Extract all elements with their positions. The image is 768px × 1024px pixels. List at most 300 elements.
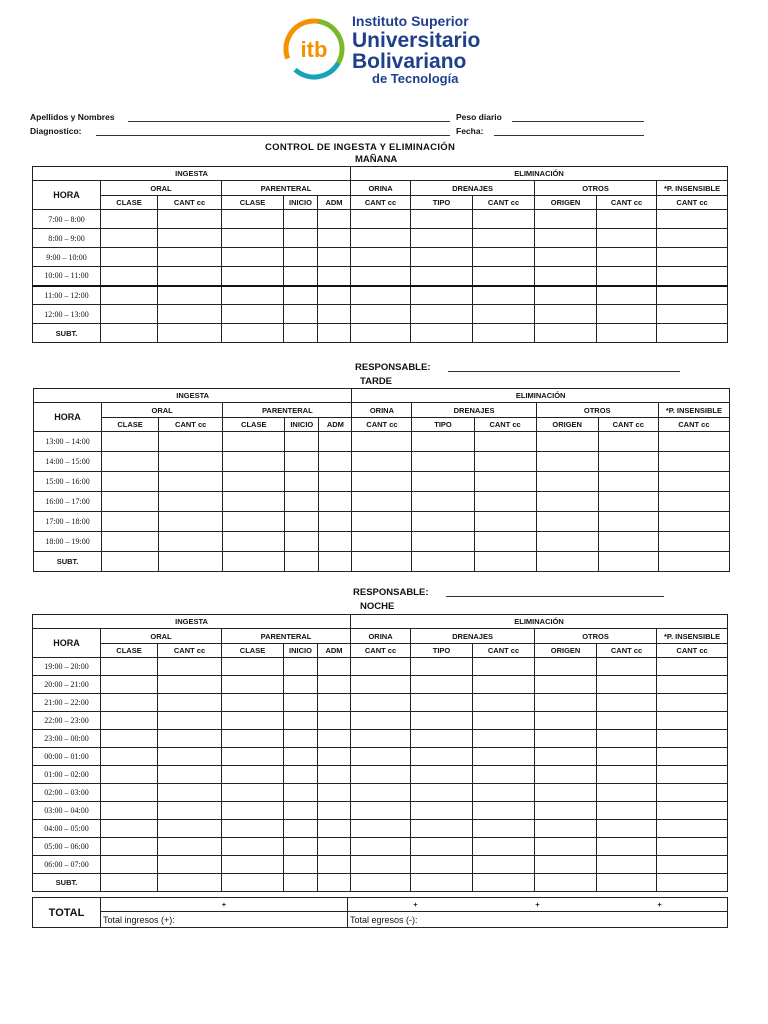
data-cell[interactable] [351,856,411,874]
data-cell[interactable] [102,432,159,452]
subtotal-cell[interactable] [473,874,535,892]
data-cell[interactable] [284,694,318,712]
data-cell[interactable] [473,802,535,820]
subtotal-cell[interactable] [351,324,411,343]
data-cell[interactable] [535,748,597,766]
data-cell[interactable] [597,748,657,766]
data-cell[interactable] [101,820,158,838]
data-cell[interactable] [102,532,159,552]
subtotal-cell[interactable] [101,324,158,343]
data-cell[interactable] [597,730,657,748]
data-cell[interactable] [411,784,473,802]
data-cell[interactable] [351,694,411,712]
subtotal-cell[interactable] [597,324,657,343]
data-cell[interactable] [101,856,158,874]
data-cell[interactable] [352,472,412,492]
data-cell[interactable] [473,676,535,694]
data-cell[interactable] [411,248,473,267]
data-cell[interactable] [535,267,597,286]
data-cell[interactable] [222,766,284,784]
data-cell[interactable] [474,452,536,472]
data-cell[interactable] [473,286,535,305]
data-cell[interactable] [411,712,473,730]
data-cell[interactable] [598,472,658,492]
data-cell[interactable] [158,820,222,838]
data-cell[interactable] [222,676,284,694]
data-cell[interactable] [158,286,222,305]
subtotal-cell[interactable] [158,874,222,892]
data-cell[interactable] [285,432,319,452]
data-cell[interactable] [284,766,318,784]
data-cell[interactable] [318,784,351,802]
data-cell[interactable] [598,452,658,472]
data-cell[interactable] [473,694,535,712]
data-cell[interactable] [536,492,598,512]
data-cell[interactable] [657,784,728,802]
data-cell[interactable] [412,452,474,472]
data-cell[interactable] [535,229,597,248]
data-cell[interactable] [158,766,222,784]
data-cell[interactable] [658,532,729,552]
data-cell[interactable] [474,472,536,492]
data-cell[interactable] [411,210,473,229]
data-cell[interactable] [535,802,597,820]
data-cell[interactable] [101,802,158,820]
data-cell[interactable] [284,712,318,730]
data-cell[interactable] [284,748,318,766]
data-cell[interactable] [411,730,473,748]
data-cell[interactable] [412,432,474,452]
data-cell[interactable] [474,492,536,512]
weight-field[interactable] [512,121,644,122]
data-cell[interactable] [657,694,728,712]
data-cell[interactable] [159,532,223,552]
data-cell[interactable] [411,229,473,248]
data-cell[interactable] [102,452,159,472]
data-cell[interactable] [411,267,473,286]
subtotal-cell[interactable] [598,552,658,572]
data-cell[interactable] [101,210,158,229]
subtotal-cell[interactable] [284,874,318,892]
data-cell[interactable] [657,838,728,856]
data-cell[interactable] [658,492,729,512]
data-cell[interactable] [411,856,473,874]
data-cell[interactable] [658,472,729,492]
data-cell[interactable] [159,492,223,512]
subtotal-cell[interactable] [319,552,352,572]
name-field[interactable] [128,121,450,122]
data-cell[interactable] [352,452,412,472]
data-cell[interactable] [222,712,284,730]
data-cell[interactable] [658,512,729,532]
data-cell[interactable] [318,658,351,676]
data-cell[interactable] [101,305,158,324]
data-cell[interactable] [159,472,223,492]
data-cell[interactable] [411,838,473,856]
data-cell[interactable] [101,838,158,856]
data-cell[interactable] [318,712,351,730]
data-cell[interactable] [657,856,728,874]
data-cell[interactable] [657,820,728,838]
data-cell[interactable] [597,267,657,286]
data-cell[interactable] [536,432,598,452]
subtotal-cell[interactable] [411,874,473,892]
subtotal-cell[interactable] [159,552,223,572]
data-cell[interactable] [223,512,285,532]
data-cell[interactable] [535,658,597,676]
data-cell[interactable] [351,286,411,305]
data-cell[interactable] [351,784,411,802]
data-cell[interactable] [411,694,473,712]
data-cell[interactable] [351,712,411,730]
data-cell[interactable] [597,658,657,676]
data-cell[interactable] [535,856,597,874]
data-cell[interactable] [411,286,473,305]
data-cell[interactable] [101,712,158,730]
data-cell[interactable] [158,248,222,267]
data-cell[interactable] [284,856,318,874]
data-cell[interactable] [657,658,728,676]
data-cell[interactable] [222,802,284,820]
data-cell[interactable] [351,820,411,838]
data-cell[interactable] [597,712,657,730]
data-cell[interactable] [222,267,284,286]
data-cell[interactable] [158,210,222,229]
data-cell[interactable] [351,766,411,784]
data-cell[interactable] [222,229,284,248]
subtotal-cell[interactable] [352,552,412,572]
responsable-field-morning[interactable] [448,371,680,372]
subtotal-cell[interactable] [222,324,284,343]
subtotal-cell[interactable] [101,874,158,892]
subtotal-cell[interactable] [318,874,351,892]
data-cell[interactable] [473,784,535,802]
data-cell[interactable] [597,766,657,784]
data-cell[interactable] [536,452,598,472]
data-cell[interactable] [597,856,657,874]
data-cell[interactable] [597,229,657,248]
data-cell[interactable] [536,472,598,492]
data-cell[interactable] [535,784,597,802]
data-cell[interactable] [352,432,412,452]
data-cell[interactable] [351,248,411,267]
total-egresos[interactable]: Total egresos (-): [348,912,728,928]
data-cell[interactable] [284,676,318,694]
data-cell[interactable] [101,658,158,676]
data-cell[interactable] [474,432,536,452]
data-cell[interactable] [101,730,158,748]
data-cell[interactable] [473,748,535,766]
data-cell[interactable] [101,229,158,248]
data-cell[interactable] [597,784,657,802]
data-cell[interactable] [535,248,597,267]
data-cell[interactable] [318,267,351,286]
data-cell[interactable] [351,676,411,694]
subtotal-cell[interactable] [158,324,222,343]
data-cell[interactable] [319,532,352,552]
data-cell[interactable] [318,229,351,248]
data-cell[interactable] [411,305,473,324]
data-cell[interactable] [657,248,728,267]
data-cell[interactable] [535,730,597,748]
data-cell[interactable] [536,512,598,532]
data-cell[interactable] [318,766,351,784]
data-cell[interactable] [473,730,535,748]
subtotal-cell[interactable] [657,874,728,892]
data-cell[interactable] [352,512,412,532]
data-cell[interactable] [657,305,728,324]
data-cell[interactable] [535,676,597,694]
data-cell[interactable] [318,248,351,267]
data-cell[interactable] [657,267,728,286]
data-cell[interactable] [597,210,657,229]
data-cell[interactable] [222,210,284,229]
data-cell[interactable] [411,802,473,820]
data-cell[interactable] [597,286,657,305]
subtotal-cell[interactable] [597,874,657,892]
diagnosis-field[interactable] [96,135,450,136]
data-cell[interactable] [284,267,318,286]
data-cell[interactable] [102,472,159,492]
data-cell[interactable] [351,229,411,248]
data-cell[interactable] [319,512,352,532]
data-cell[interactable] [535,838,597,856]
data-cell[interactable] [473,766,535,784]
data-cell[interactable] [597,305,657,324]
data-cell[interactable] [158,784,222,802]
data-cell[interactable] [597,838,657,856]
data-cell[interactable] [411,748,473,766]
subtotal-cell[interactable] [535,874,597,892]
subtotal-cell[interactable] [536,552,598,572]
data-cell[interactable] [473,267,535,286]
data-cell[interactable] [318,210,351,229]
data-cell[interactable] [159,452,223,472]
data-cell[interactable] [412,472,474,492]
data-cell[interactable] [351,305,411,324]
total-ingresos[interactable]: Total ingresos (+): [101,912,348,928]
data-cell[interactable] [412,532,474,552]
subtotal-cell[interactable] [223,552,285,572]
data-cell[interactable] [535,210,597,229]
data-cell[interactable] [223,492,285,512]
data-cell[interactable] [101,248,158,267]
data-cell[interactable] [535,305,597,324]
data-cell[interactable] [222,784,284,802]
data-cell[interactable] [657,676,728,694]
data-cell[interactable] [222,248,284,267]
data-cell[interactable] [222,694,284,712]
data-cell[interactable] [473,838,535,856]
data-cell[interactable] [101,748,158,766]
data-cell[interactable] [473,856,535,874]
subtotal-cell[interactable] [473,324,535,343]
data-cell[interactable] [284,784,318,802]
data-cell[interactable] [536,532,598,552]
data-cell[interactable] [657,802,728,820]
data-cell[interactable] [657,748,728,766]
subtotal-cell[interactable] [222,874,284,892]
data-cell[interactable] [223,472,285,492]
subtotal-cell[interactable] [474,552,536,572]
data-cell[interactable] [159,432,223,452]
data-cell[interactable] [223,532,285,552]
data-cell[interactable] [158,856,222,874]
data-cell[interactable] [351,838,411,856]
data-cell[interactable] [318,730,351,748]
data-cell[interactable] [284,820,318,838]
data-cell[interactable] [473,820,535,838]
data-cell[interactable] [223,432,285,452]
data-cell[interactable] [535,694,597,712]
subtotal-cell[interactable] [535,324,597,343]
data-cell[interactable] [319,432,352,452]
data-cell[interactable] [318,802,351,820]
data-cell[interactable] [658,432,729,452]
data-cell[interactable] [285,492,319,512]
data-cell[interactable] [597,820,657,838]
data-cell[interactable] [473,305,535,324]
data-cell[interactable] [285,452,319,472]
subtotal-cell[interactable] [351,874,411,892]
data-cell[interactable] [411,676,473,694]
date-field[interactable] [494,135,644,136]
data-cell[interactable] [222,838,284,856]
data-cell[interactable] [598,492,658,512]
data-cell[interactable] [284,210,318,229]
data-cell[interactable] [598,432,658,452]
data-cell[interactable] [352,492,412,512]
data-cell[interactable] [222,748,284,766]
data-cell[interactable] [222,856,284,874]
data-cell[interactable] [158,730,222,748]
data-cell[interactable] [284,658,318,676]
data-cell[interactable] [411,766,473,784]
data-cell[interactable] [284,305,318,324]
data-cell[interactable] [411,658,473,676]
data-cell[interactable] [351,658,411,676]
data-cell[interactable] [657,730,728,748]
data-cell[interactable] [158,229,222,248]
subtotal-cell[interactable] [285,552,319,572]
data-cell[interactable] [158,676,222,694]
subtotal-cell[interactable] [412,552,474,572]
data-cell[interactable] [222,820,284,838]
subtotal-cell[interactable] [102,552,159,572]
data-cell[interactable] [412,492,474,512]
data-cell[interactable] [284,802,318,820]
data-cell[interactable] [351,730,411,748]
data-cell[interactable] [597,694,657,712]
data-cell[interactable] [351,210,411,229]
data-cell[interactable] [318,694,351,712]
subtotal-cell[interactable] [657,324,728,343]
data-cell[interactable] [318,305,351,324]
data-cell[interactable] [657,210,728,229]
data-cell[interactable] [351,748,411,766]
data-cell[interactable] [657,712,728,730]
data-cell[interactable] [101,784,158,802]
data-cell[interactable] [284,838,318,856]
data-cell[interactable] [657,766,728,784]
data-cell[interactable] [535,712,597,730]
data-cell[interactable] [101,694,158,712]
data-cell[interactable] [535,820,597,838]
data-cell[interactable] [285,472,319,492]
data-cell[interactable] [535,286,597,305]
data-cell[interactable] [598,512,658,532]
data-cell[interactable] [101,676,158,694]
data-cell[interactable] [285,532,319,552]
data-cell[interactable] [535,766,597,784]
data-cell[interactable] [222,305,284,324]
data-cell[interactable] [319,492,352,512]
data-cell[interactable] [284,248,318,267]
data-cell[interactable] [158,267,222,286]
data-cell[interactable] [101,766,158,784]
data-cell[interactable] [318,820,351,838]
data-cell[interactable] [222,730,284,748]
data-cell[interactable] [319,472,352,492]
data-cell[interactable] [657,286,728,305]
data-cell[interactable] [318,748,351,766]
data-cell[interactable] [351,802,411,820]
data-cell[interactable] [473,229,535,248]
data-cell[interactable] [318,676,351,694]
data-cell[interactable] [158,748,222,766]
data-cell[interactable] [284,730,318,748]
data-cell[interactable] [474,512,536,532]
data-cell[interactable] [284,286,318,305]
subtotal-cell[interactable] [658,552,729,572]
data-cell[interactable] [473,658,535,676]
data-cell[interactable] [318,286,351,305]
data-cell[interactable] [473,248,535,267]
data-cell[interactable] [158,838,222,856]
data-cell[interactable] [318,856,351,874]
data-cell[interactable] [158,658,222,676]
data-cell[interactable] [473,210,535,229]
data-cell[interactable] [473,712,535,730]
data-cell[interactable] [223,452,285,472]
data-cell[interactable] [222,286,284,305]
data-cell[interactable] [597,676,657,694]
data-cell[interactable] [158,305,222,324]
data-cell[interactable] [597,802,657,820]
data-cell[interactable] [412,512,474,532]
data-cell[interactable] [222,658,284,676]
data-cell[interactable] [101,267,158,286]
data-cell[interactable] [102,512,159,532]
data-cell[interactable] [158,712,222,730]
data-cell[interactable] [352,532,412,552]
subtotal-cell[interactable] [318,324,351,343]
data-cell[interactable] [158,694,222,712]
data-cell[interactable] [284,229,318,248]
data-cell[interactable] [658,452,729,472]
data-cell[interactable] [597,248,657,267]
responsable-field-afternoon[interactable] [446,596,664,597]
data-cell[interactable] [411,820,473,838]
data-cell[interactable] [101,286,158,305]
data-cell[interactable] [474,532,536,552]
subtotal-cell[interactable] [284,324,318,343]
data-cell[interactable] [285,512,319,532]
data-cell[interactable] [598,532,658,552]
data-cell[interactable] [318,838,351,856]
data-cell[interactable] [319,452,352,472]
data-cell[interactable] [657,229,728,248]
